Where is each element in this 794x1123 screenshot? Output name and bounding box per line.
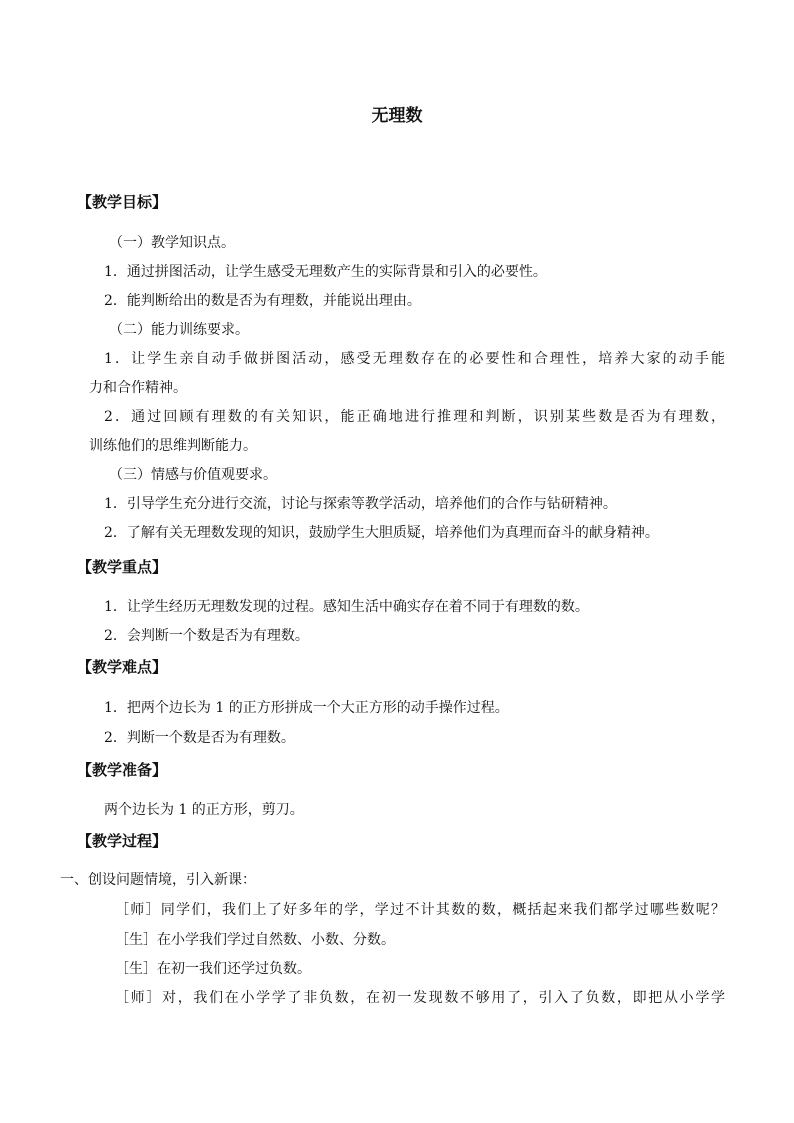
goals-line: 2．通过回顾有理数的有关知识，能正确地进行推理和判断，识别某些数是否为有理数， — [104, 409, 725, 425]
section-heading-preparation: 【教学准备】 — [77, 761, 168, 779]
process-line: ［生］在小学我们学过自然数、小数、分数。 — [115, 932, 395, 948]
goals-line: 2．能判断给出的数是否为有理数，并能说出理由。 — [104, 293, 421, 309]
goals-line: 力和合作精神。 — [89, 380, 187, 396]
difficulties-line: 1．把两个边长为 1 的正方形拼成一个大正方形的动手操作过程。 — [104, 700, 509, 716]
section-heading-process: 【教学过程】 — [77, 832, 168, 850]
section-heading-difficulties: 【教学难点】 — [77, 658, 168, 676]
process-line: ［师］同学们，我们上了好多年的学，学过不计其数的数，概括起来我们都学过哪些数呢？ — [115, 902, 725, 918]
goals-line: 1．引导学生充分进行交流，讨论与探索等教学活动，培养他们的合作与钻研精神。 — [104, 496, 617, 512]
page-title: 无理数 — [371, 106, 423, 126]
difficulties-line: 2．判断一个数是否为有理数。 — [104, 730, 295, 746]
preparation-line: 两个边长为 1 的正方形，剪刀。 — [104, 802, 304, 818]
process-line: ［师］对，我们在小学学了非负数，在初一发现数不够用了，引入了负数，即把从小学学 — [115, 990, 725, 1006]
process-line: ［生］在初一我们还学过负数。 — [115, 961, 311, 977]
goals-line: 2．了解有关无理数发现的知识，鼓励学生大胆质疑，培养他们为真理而奋斗的献身精神。 — [104, 525, 659, 541]
process-line: 一、创设问题情境，引入新课： — [60, 872, 256, 888]
goals-line: 训练他们的思维判断能力。 — [89, 438, 257, 454]
goals-line: 1．让学生亲自动手做拼图活动，感受无理数存在的必要性和合理性，培养大家的动手能 — [104, 351, 725, 367]
goals-line: （三）情感与价值观要求。 — [109, 467, 277, 483]
section-heading-goals: 【教学目标】 — [77, 193, 168, 211]
key-points-line: 1．让学生经历无理数发现的过程。感知生活中确实存在着不同于有理数的数。 — [104, 599, 589, 615]
goals-line: 1．通过拼图活动，让学生感受无理数产生的实际背景和引入的必要性。 — [104, 264, 547, 280]
goals-line: （一）教学知识点。 — [109, 235, 235, 251]
section-heading-key-points: 【教学重点】 — [77, 558, 168, 576]
goals-line: （二）能力训练要求。 — [109, 322, 249, 338]
key-points-line: 2．会判断一个数是否为有理数。 — [104, 628, 309, 644]
